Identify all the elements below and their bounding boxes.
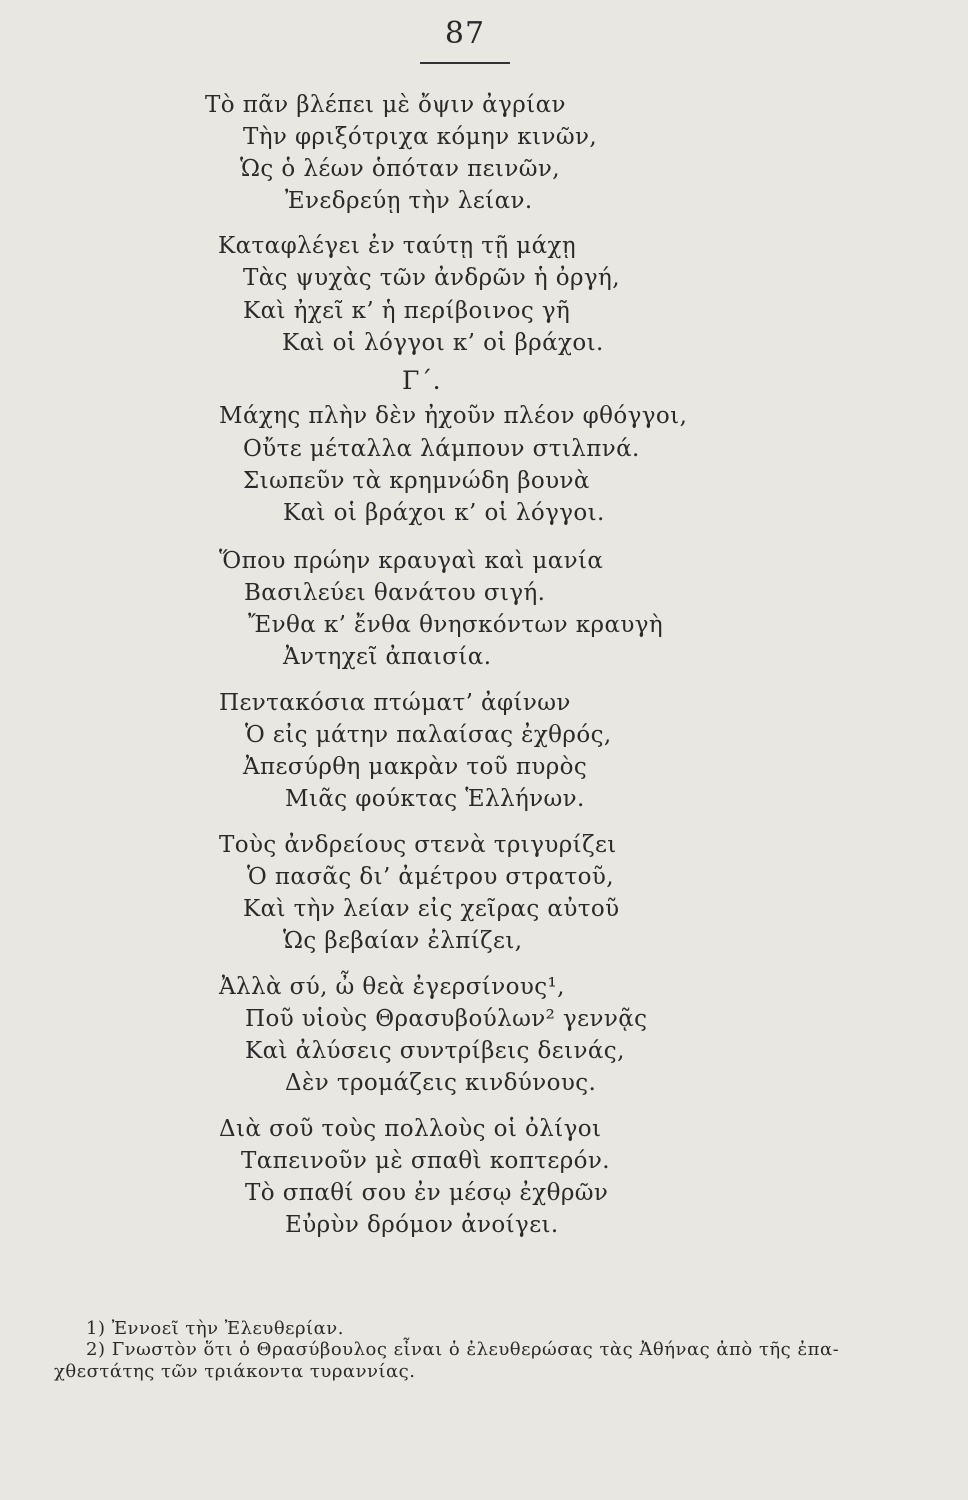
verse-line: Καὶ ἀλύσεις συντρίβεις δεινάς,	[245, 1038, 625, 1064]
verse-line: Ἔνθα κ’ ἔνθα θνησκόντων κραυγὴ	[248, 612, 664, 638]
verse-line: Δὲν τρομάζεις κινδύνους.	[285, 1070, 597, 1096]
verse-line: Καὶ οἱ βράχοι κ’ οἱ λόγγοι.	[283, 500, 605, 526]
verse-line: Ὡς βεβαίαν ἐλπίζει,	[283, 928, 523, 954]
verse-line: Βασιλεύει θανάτου σιγή.	[244, 580, 546, 606]
verse-line: Καὶ οἱ λόγγοι κ’ οἱ βράχοι.	[282, 330, 604, 356]
footnote: 2) Γνωστὸν ὅτι ὁ Θρασύβουλος εἶναι ὁ ἐλευθερώσας τὰς Ἀθήνας ἀπὸ τῆς ἐπα-	[86, 1339, 840, 1360]
verse-line: Ἀντηχεῖ ἀπαισία.	[283, 644, 492, 670]
verse-line: Ποῦ υἱοὺς Θρασυβούλων² γεννᾷς	[245, 1006, 648, 1032]
verse-line: Ἀλλὰ σύ, ὦ θεὰ ἐγερσίνους¹,	[219, 974, 565, 1000]
verse-line: Ἀπεσύρθη μακρὰν τοῦ πυρὸς	[243, 754, 588, 780]
verse-line: Ταπεινοῦν μὲ σπαθὶ κοπτερόν.	[241, 1148, 610, 1174]
verse-line: Ἐνεδρεύῃ τὴν λείαν.	[285, 188, 533, 214]
verse-line: Τὸ σπαθί σου ἐν μέσῳ ἐχθρῶν	[245, 1180, 609, 1206]
verse-line: Τὸ πᾶν βλέπει μὲ ὄψιν ἀγρίαν	[205, 92, 566, 118]
verse-line: Καὶ ἠχεῖ κ’ ἡ περίβοινος γῆ	[243, 298, 571, 324]
verse-line: Πεντακόσια πτώματ’ ἀφίνων	[219, 690, 571, 716]
verse-line: Ὡς ὁ λέων ὁπόταν πεινῶν,	[240, 156, 560, 182]
verse-line: Τὴν φριξότριχα κόμην κινῶν,	[243, 124, 598, 150]
verse-line: Σιωπεῦν τὰ κρημνώδη βουνὰ	[243, 468, 590, 494]
verse-line: Μιᾶς φούκτας Ἑλλήνων.	[285, 786, 585, 812]
page-number: 87	[444, 16, 486, 51]
verse-line: Εὐρὺν δρόμον ἀνοίγει.	[285, 1212, 559, 1238]
verse-line: Καταφλέγει ἐν ταύτῃ τῇ μάχῃ	[218, 233, 577, 259]
verse-line: Ὁ πασᾶς δι’ ἀμέτρου στρατοῦ,	[247, 864, 614, 890]
verse-line: Ὅπου πρώην κραυγαὶ καὶ μανία	[219, 548, 604, 574]
verse-line: Ὁ εἰς μάτην παλαίσας ἐχθρός,	[245, 722, 612, 748]
verse-line: Τὰς ψυχὰς τῶν ἀνδρῶν ἡ ὀργή,	[243, 265, 620, 291]
verse-line: Οὔτε μέταλλα λάμπουν στιλπνά.	[243, 436, 640, 462]
page-number-rule	[420, 62, 510, 64]
footnote: 1) Ἐννοεῖ τὴν Ἐλευθερίαν.	[86, 1318, 344, 1339]
verse-line: Διὰ σοῦ τοὺς πολλοὺς οἱ ὀλίγοι	[219, 1116, 602, 1142]
verse-line: Τοὺς ἀνδρείους στενὰ τριγυρίζει	[219, 832, 617, 858]
verse-line: Καὶ τὴν λείαν εἰς χεῖρας αὐτοῦ	[243, 896, 620, 922]
section-heading: Γ΄.	[402, 366, 441, 395]
verse-line: Μάχης πλὴν δὲν ἠχοῦν πλέον φθόγγοι,	[219, 403, 688, 429]
footnote: χθεστάτης τῶν τριάκοντα τυραννίας.	[54, 1361, 416, 1382]
